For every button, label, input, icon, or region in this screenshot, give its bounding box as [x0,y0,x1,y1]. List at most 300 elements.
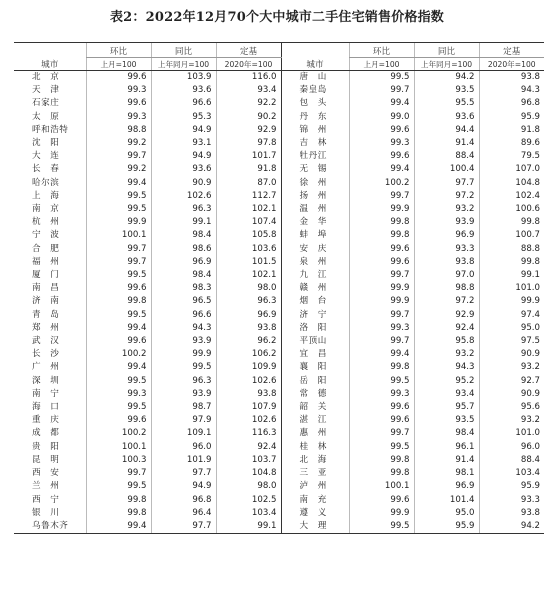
city-left-cell: 长 沙 [32,349,60,360]
table-row [14,309,544,322]
mom-left-cell: 99.8 [86,507,151,520]
fixed-left-cell: 96.9 [216,309,281,322]
table-row [14,84,544,97]
table-row [14,494,544,507]
mom-left-cell: 99.8 [86,494,151,507]
fixed-right-cell: 101.0 [479,427,544,440]
fixed-right-cell: 99.9 [479,295,544,308]
mom-right-cell: 99.5 [349,520,414,534]
yoy-left-cell: 98.6 [151,243,216,256]
fixed-right-cell: 99.1 [479,269,544,282]
fixed-right-cell: 91.8 [479,124,544,137]
mom-left-cell: 98.8 [86,124,151,137]
table-row [14,361,544,374]
table-row [14,375,544,388]
mom-right-cell: 99.6 [349,494,414,507]
fixed-left-cell: 103.6 [216,243,281,256]
city-left-cell: 南 昌 [32,283,60,294]
yoy-left-cell: 96.8 [151,494,216,507]
table-row [14,150,544,163]
fixed-right-cell: 90.9 [479,388,544,401]
price-index-table-container [14,42,540,534]
city-right-cell: 扬 州 [281,190,349,203]
mom-right-cell: 99.5 [349,71,414,85]
city-right-cell: 南 充 [281,494,349,507]
fixed-right-cell: 93.8 [479,507,544,520]
yoy-left-cell: 96.4 [151,507,216,520]
table-row [14,111,544,124]
fixed-right-cell: 88.8 [479,243,544,256]
fixed-left-cell: 106.2 [216,348,281,361]
fixed-left-cell: 103.4 [216,507,281,520]
mom-right-cell: 99.8 [349,216,414,229]
city-right-cell: 惠 州 [281,427,349,440]
city-right-cell: 襄 阳 [281,361,349,374]
table-row [14,177,544,190]
fixed-right-cell: 88.4 [479,454,544,467]
yoy-left-cell: 97.7 [151,520,216,534]
table-body [14,71,544,534]
table-row [14,71,544,85]
yoy-left-cell: 99.5 [151,361,216,374]
fixed-left-cell: 102.1 [216,269,281,282]
city-left-cell: 成 都 [32,428,60,439]
fixed-right-cell: 97.5 [479,335,544,348]
city-right-cell: 泉 州 [281,256,349,269]
yoy-left-cell: 96.0 [151,441,216,454]
table-row [14,190,544,203]
fixed-left-cell: 109.9 [216,361,281,374]
yoy-left-cell: 93.9 [151,388,216,401]
fixed-right-cell: 93.8 [479,71,544,85]
yoy-left-cell: 96.3 [151,203,216,216]
mom-left-cell: 99.7 [86,467,151,480]
yoy-right-cell: 95.8 [414,335,479,348]
mom-right-cell: 99.6 [349,150,414,163]
yoy-left-cell: 97.9 [151,414,216,427]
mom-right-cell: 99.9 [349,203,414,216]
fixed-left-cell: 101.5 [216,256,281,269]
fixed-right-cell: 95.9 [479,480,544,493]
mom-left-cell: 99.4 [86,520,151,534]
mom-header-left: 环比 [86,43,151,58]
city-left-cell: 济 南 [32,296,60,307]
mom-base-left: 上月=100 [86,58,151,71]
yoy-right-cell: 97.2 [414,190,479,203]
city-left-cell: 上 海 [32,190,60,201]
mom-left-cell: 99.9 [86,216,151,229]
fixed-left-cell: 103.7 [216,454,281,467]
fixed-right-cell: 89.6 [479,137,544,150]
yoy-right-cell: 95.2 [414,375,479,388]
fixed-right-cell: 94.2 [479,520,544,534]
mom-left-cell: 99.4 [86,322,151,335]
yoy-left-cell: 101.9 [151,454,216,467]
mom-left-cell: 99.5 [86,375,151,388]
table-row [14,229,544,242]
mom-right-cell: 99.7 [349,84,414,97]
city-left-cell: 海 口 [32,402,60,413]
city-right-cell: 湛 江 [281,414,349,427]
fixed-left-cell: 98.0 [216,480,281,493]
yoy-base-left: 上年同月=100 [151,58,216,71]
mom-right-cell: 99.7 [349,427,414,440]
city-left-cell: 呼和浩特 [32,124,69,135]
yoy-right-cell: 94.3 [414,361,479,374]
yoy-header-right: 同比 [414,43,479,58]
city-left-cell: 昆 明 [32,454,60,465]
fixed-right-cell: 96.8 [479,97,544,110]
fixed-right-cell: 102.4 [479,190,544,203]
yoy-left-cell: 99.1 [151,216,216,229]
city-right-cell: 唐 山 [281,71,349,85]
mom-right-cell: 100.2 [349,177,414,190]
yoy-right-cell: 95.5 [414,97,479,110]
mom-left-cell: 99.5 [86,203,151,216]
yoy-left-cell: 94.9 [151,150,216,163]
city-left-cell: 太 原 [32,111,60,122]
city-right-cell: 泸 州 [281,480,349,493]
city-header-right: 城市 [281,43,349,71]
mom-left-cell: 99.3 [86,84,151,97]
table-row [14,401,544,414]
city-right-cell: 无 锡 [281,163,349,176]
city-right-cell: 北 海 [281,454,349,467]
fixed-left-cell: 93.4 [216,84,281,97]
yoy-right-cell: 94.4 [414,124,479,137]
mom-right-cell: 99.3 [349,137,414,150]
fixed-left-cell: 105.8 [216,229,281,242]
mom-right-cell: 99.0 [349,111,414,124]
city-left-cell: 天 津 [32,85,60,96]
yoy-left-cell: 94.9 [151,480,216,493]
city-left-cell: 北 京 [32,72,60,82]
yoy-right-cell: 100.4 [414,163,479,176]
fixed-header-left: 定基 [216,43,281,58]
mom-right-cell: 100.1 [349,480,414,493]
mom-left-cell: 99.2 [86,137,151,150]
city-left-cell: 重 庆 [32,415,60,426]
mom-right-cell: 99.8 [349,229,414,242]
city-right-cell: 大 理 [281,520,349,534]
table-row [14,124,544,137]
mom-right-cell: 99.7 [349,335,414,348]
city-left-cell: 沈 阳 [32,138,60,149]
city-left-cell: 厦 门 [32,270,60,281]
mom-left-cell: 99.3 [86,388,151,401]
yoy-right-cell: 96.1 [414,441,479,454]
yoy-right-cell: 96.9 [414,480,479,493]
yoy-left-cell: 98.7 [151,401,216,414]
yoy-right-cell: 95.7 [414,401,479,414]
mom-left-cell: 99.4 [86,361,151,374]
city-left-cell: 哈尔滨 [32,177,60,188]
mom-right-cell: 99.4 [349,97,414,110]
mom-right-cell: 99.9 [349,282,414,295]
table-row [14,216,544,229]
mom-right-cell: 99.4 [349,348,414,361]
yoy-left-cell: 98.4 [151,269,216,282]
city-right-cell: 九 江 [281,269,349,282]
yoy-right-cell: 98.1 [414,467,479,480]
fixed-left-cell: 102.1 [216,203,281,216]
fixed-right-cell: 100.7 [479,229,544,242]
city-right-cell: 济 宁 [281,309,349,322]
table-row [14,163,544,176]
yoy-right-cell: 93.9 [414,216,479,229]
mom-left-cell: 99.3 [86,111,151,124]
yoy-base-right: 上年同月=100 [414,58,479,71]
fixed-left-cell: 104.8 [216,467,281,480]
fixed-base-right: 2020年=100 [479,58,544,71]
yoy-left-cell: 103.9 [151,71,216,85]
table-row [14,520,544,534]
yoy-left-cell: 99.9 [151,348,216,361]
yoy-left-cell: 93.1 [151,137,216,150]
fixed-right-cell: 95.9 [479,111,544,124]
city-right-cell: 秦皇岛 [281,84,349,97]
yoy-right-cell: 94.2 [414,71,479,85]
city-right-cell: 桂 林 [281,441,349,454]
fixed-right-cell: 104.8 [479,177,544,190]
fixed-left-cell: 98.0 [216,282,281,295]
yoy-header-left: 同比 [151,43,216,58]
mom-right-cell: 99.7 [349,269,414,282]
yoy-right-cell: 98.4 [414,427,479,440]
city-left-cell: 深 圳 [32,375,60,386]
mom-left-cell: 99.5 [86,309,151,322]
table-row [14,203,544,216]
fixed-right-cell: 99.8 [479,256,544,269]
fixed-left-cell: 90.2 [216,111,281,124]
table-row [14,454,544,467]
fixed-left-cell: 93.8 [216,322,281,335]
yoy-left-cell: 93.9 [151,335,216,348]
fixed-left-cell: 102.5 [216,494,281,507]
city-left-cell: 大 连 [32,151,60,162]
mom-right-cell: 99.9 [349,507,414,520]
fixed-left-cell: 92.4 [216,441,281,454]
mom-left-cell: 100.2 [86,427,151,440]
yoy-right-cell: 98.8 [414,282,479,295]
mom-right-cell: 99.3 [349,322,414,335]
yoy-right-cell: 93.3 [414,243,479,256]
yoy-right-cell: 93.2 [414,348,479,361]
city-left-cell: 南 京 [32,204,60,215]
yoy-right-cell: 91.4 [414,137,479,150]
yoy-right-cell: 93.6 [414,111,479,124]
table-row [14,480,544,493]
fixed-right-cell: 94.3 [479,84,544,97]
city-right-cell: 三 亚 [281,467,349,480]
yoy-left-cell: 97.7 [151,467,216,480]
fixed-right-cell: 107.0 [479,163,544,176]
mom-base-right: 上月=100 [349,58,414,71]
table-row [14,388,544,401]
mom-right-cell: 99.3 [349,388,414,401]
fixed-left-cell: 116.0 [216,71,281,85]
mom-right-cell: 99.9 [349,295,414,308]
yoy-left-cell: 96.6 [151,309,216,322]
fixed-left-cell: 87.0 [216,177,281,190]
fixed-left-cell: 107.4 [216,216,281,229]
city-right-cell: 牡丹江 [281,150,349,163]
yoy-left-cell: 102.6 [151,190,216,203]
fixed-right-cell: 93.3 [479,494,544,507]
fixed-right-cell: 93.2 [479,414,544,427]
city-right-cell: 包 头 [281,97,349,110]
fixed-left-cell: 92.9 [216,124,281,137]
mom-header-right: 环比 [349,43,414,58]
mom-left-cell: 99.5 [86,401,151,414]
yoy-right-cell: 97.7 [414,177,479,190]
table-row [14,441,544,454]
mom-left-cell: 100.1 [86,441,151,454]
price-index-table [14,42,544,534]
city-right-cell: 锦 州 [281,124,349,137]
mom-right-cell: 99.4 [349,163,414,176]
yoy-right-cell: 92.9 [414,309,479,322]
mom-right-cell: 99.7 [349,309,414,322]
mom-right-cell: 99.8 [349,361,414,374]
fixed-left-cell: 92.2 [216,97,281,110]
yoy-right-cell: 101.4 [414,494,479,507]
city-right-cell: 赣 州 [281,282,349,295]
city-left-cell: 广 州 [32,362,60,373]
mom-left-cell: 100.1 [86,229,151,242]
yoy-right-cell: 93.2 [414,203,479,216]
fixed-left-cell: 102.6 [216,414,281,427]
fixed-right-cell: 101.0 [479,282,544,295]
mom-left-cell: 99.5 [86,190,151,203]
mom-left-cell: 99.5 [86,480,151,493]
city-right-cell: 遵 义 [281,507,349,520]
mom-left-cell: 99.6 [86,71,151,85]
mom-left-cell: 99.8 [86,295,151,308]
yoy-left-cell: 94.3 [151,322,216,335]
city-left-cell: 武 汉 [32,336,60,347]
yoy-right-cell: 93.5 [414,414,479,427]
mom-left-cell: 99.6 [86,414,151,427]
fixed-right-cell: 103.4 [479,467,544,480]
yoy-left-cell: 96.5 [151,295,216,308]
table-row [14,256,544,269]
yoy-left-cell: 93.6 [151,84,216,97]
mom-right-cell: 99.6 [349,124,414,137]
yoy-right-cell: 96.9 [414,229,479,242]
mom-left-cell: 99.6 [86,97,151,110]
fixed-left-cell: 93.8 [216,388,281,401]
city-left-cell: 宁 波 [32,230,60,241]
city-right-cell: 岳 阳 [281,375,349,388]
yoy-left-cell: 94.9 [151,124,216,137]
city-right-cell: 洛 阳 [281,322,349,335]
fixed-right-cell: 92.7 [479,375,544,388]
yoy-right-cell: 97.0 [414,269,479,282]
city-left-cell: 郑 州 [32,322,60,333]
city-left-cell: 福 州 [32,256,60,267]
city-left-cell: 乌鲁木齐 [14,520,86,534]
city-right-cell: 温 州 [281,203,349,216]
city-right-cell: 蚌 埠 [281,229,349,242]
fixed-left-cell: 96.2 [216,335,281,348]
mom-left-cell: 99.4 [86,177,151,190]
table-row [14,507,544,520]
city-left-cell: 青 岛 [32,309,60,320]
table-title: 表2：2022年12月70个大中城市二手住宅销售价格指数 [109,10,444,25]
mom-left-cell: 99.7 [86,256,151,269]
fixed-left-cell: 99.1 [216,520,281,534]
mom-right-cell: 99.5 [349,441,414,454]
table-row [14,243,544,256]
table-row [14,322,544,335]
fixed-left-cell: 116.3 [216,427,281,440]
fixed-left-cell: 112.7 [216,190,281,203]
fixed-right-cell: 100.6 [479,203,544,216]
table-row [14,97,544,110]
yoy-right-cell: 91.4 [414,454,479,467]
table-header [14,43,544,71]
city-left-cell: 合 肥 [32,243,60,254]
table-row [14,427,544,440]
mom-left-cell: 99.5 [86,269,151,282]
yoy-left-cell: 93.6 [151,163,216,176]
table-row [14,282,544,295]
yoy-right-cell: 93.4 [414,388,479,401]
city-right-cell: 安 庆 [281,243,349,256]
yoy-right-cell: 97.2 [414,295,479,308]
mom-right-cell: 99.8 [349,454,414,467]
yoy-left-cell: 98.4 [151,229,216,242]
mom-left-cell: 99.6 [86,335,151,348]
city-right-cell: 金 华 [281,216,349,229]
fixed-right-cell: 79.5 [479,150,544,163]
city-left-cell: 西 宁 [32,494,60,505]
table-row [14,295,544,308]
city-left-cell: 杭 州 [32,217,60,228]
yoy-right-cell: 95.9 [414,520,479,534]
fixed-right-cell: 93.2 [479,361,544,374]
fixed-base-left: 2020年=100 [216,58,281,71]
mom-left-cell: 100.2 [86,348,151,361]
table-row [14,467,544,480]
fixed-left-cell: 97.8 [216,137,281,150]
fixed-right-cell: 99.8 [479,216,544,229]
mom-right-cell: 99.6 [349,243,414,256]
mom-right-cell: 99.6 [349,401,414,414]
fixed-right-cell: 97.4 [479,309,544,322]
yoy-right-cell: 92.4 [414,322,479,335]
city-left-cell: 石家庄 [32,98,60,109]
city-left-cell: 西 安 [32,468,60,479]
yoy-left-cell: 109.1 [151,427,216,440]
table-row [14,137,544,150]
mom-right-cell: 99.6 [349,414,414,427]
city-right-cell: 烟 台 [281,295,349,308]
city-left-cell: 银 川 [32,507,60,518]
fixed-left-cell: 96.3 [216,295,281,308]
yoy-left-cell: 90.9 [151,177,216,190]
table-row [14,335,544,348]
mom-left-cell: 100.3 [86,454,151,467]
city-left-cell: 长 春 [32,164,60,175]
table-row [14,269,544,282]
city-right-cell: 常 德 [281,388,349,401]
fixed-right-cell: 95.0 [479,322,544,335]
city-left-cell: 南 宁 [32,388,60,399]
city-right-cell: 平顶山 [281,335,349,348]
city-right-cell: 徐 州 [281,177,349,190]
